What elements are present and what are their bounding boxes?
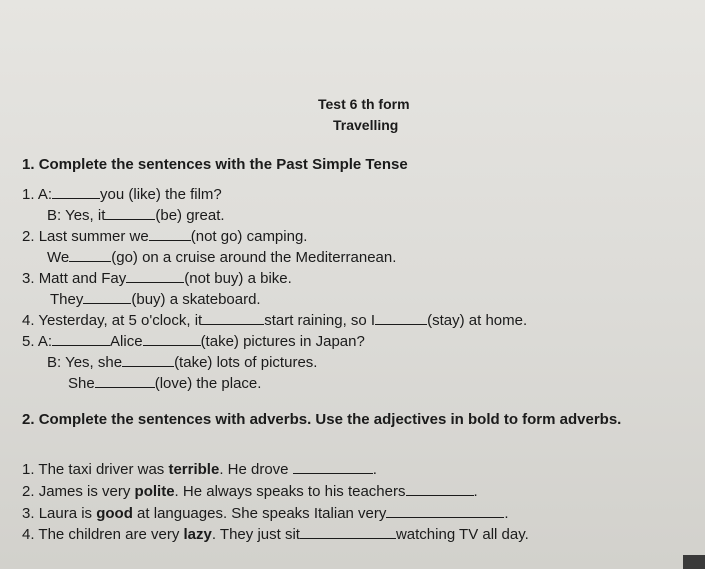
section1-heading-text: Complete the sentences with the Past Simple Tense (38, 156, 408, 173)
answer-blank[interactable] (95, 373, 155, 388)
item-number: 2. (22, 483, 35, 500)
item-text: Laura is (38, 505, 97, 522)
section2-number: 2. (22, 411, 35, 428)
item-text: (be) great. (155, 207, 225, 224)
bold-adjective: lazy (183, 526, 212, 543)
item-text: (stay) at home. (427, 312, 528, 329)
answer-blank[interactable] (52, 331, 110, 346)
item-text: We (47, 249, 70, 266)
s1-item-3b (50, 289, 261, 309)
item-text: . (504, 505, 509, 522)
s1-item-2b (47, 247, 396, 267)
answer-blank[interactable] (105, 205, 155, 220)
item-text: They (50, 291, 84, 308)
item-text: . He always speaks to his teachers (174, 483, 406, 500)
item-text: (take) lots of pictures. (174, 354, 318, 371)
item-text: watching TV all day. (395, 526, 529, 543)
s1-item-4 (22, 310, 527, 330)
item-text: She (68, 375, 95, 392)
s1-item-1a (22, 184, 222, 204)
answer-blank[interactable] (202, 310, 264, 325)
item-number: 1. (22, 461, 35, 478)
item-text: (buy) a skateboard. (131, 291, 261, 308)
item-text: you (like) the film? (100, 186, 222, 203)
s1-item-1b (47, 205, 225, 225)
item-number: 5. (22, 333, 35, 350)
answer-blank[interactable] (143, 331, 201, 346)
item-text: The children are very (38, 526, 184, 543)
item-text: at languages. She speaks Italian very (132, 505, 387, 522)
item-text: James is very (38, 483, 135, 500)
answer-blank[interactable] (375, 310, 427, 325)
test-title: Test 6 th form (318, 96, 410, 112)
item-text: (go) on a cruise around the Mediterranean. (111, 249, 397, 266)
test-subtitle: Travelling (333, 117, 399, 133)
answer-blank[interactable] (122, 352, 174, 367)
s1-item-2a (22, 226, 307, 246)
bold-adjective: polite (134, 483, 175, 500)
answer-blank[interactable] (149, 226, 191, 241)
item-number: 2. (22, 228, 35, 245)
item-number: 1. (22, 186, 35, 203)
bold-adjective: terrible (168, 461, 220, 478)
item-text: Alice (110, 333, 143, 350)
bold-adjective: good (96, 505, 133, 522)
s1-item-5a (22, 331, 365, 351)
s1-item-5b (47, 352, 317, 372)
s2-item-3 (22, 503, 509, 523)
item-text: . He drove (219, 461, 289, 478)
answer-blank[interactable] (406, 481, 474, 496)
item-text: . (473, 483, 478, 500)
item-number: 3. (22, 505, 35, 522)
item-text: A: (37, 333, 53, 350)
s1-item-3a (22, 268, 292, 288)
item-text: A: (37, 186, 53, 203)
answer-blank[interactable] (83, 289, 131, 304)
s2-item-1 (22, 459, 377, 479)
item-text: start raining, so I (264, 312, 376, 329)
answer-blank[interactable] (52, 184, 100, 199)
section1-heading (22, 156, 408, 174)
answer-blank[interactable] (293, 459, 373, 474)
item-text: Yesterday, at 5 o'clock, it (38, 312, 203, 329)
section2-heading (22, 411, 621, 429)
item-number: 4. (22, 312, 35, 329)
answer-blank[interactable] (386, 503, 504, 518)
section1-number: 1. (22, 156, 35, 173)
item-number: 4. (22, 526, 35, 543)
item-text: B: Yes, she (47, 354, 123, 371)
answer-blank[interactable] (126, 268, 184, 283)
answer-blank[interactable] (300, 524, 396, 539)
dark-corner-edge (683, 555, 705, 569)
item-text: (not go) camping. (190, 228, 308, 245)
item-text: . (372, 461, 377, 478)
item-text: (not buy) a bike. (184, 270, 292, 287)
section2-heading-text: Complete the sentences with adverbs. Use the adjectives in bold to form adverbs. (38, 411, 622, 428)
item-text: . They just sit (211, 526, 300, 543)
item-text: Matt and Fay (38, 270, 127, 287)
s2-item-2 (22, 481, 478, 501)
answer-blank[interactable] (69, 247, 111, 262)
item-text: The taxi driver was (38, 461, 169, 478)
s1-item-5c (68, 373, 261, 393)
item-text: (love) the place. (154, 375, 262, 392)
item-text: Last summer we (38, 228, 149, 245)
item-number: 3. (22, 270, 35, 287)
s2-item-4 (22, 524, 529, 544)
item-text: (take) pictures in Japan? (200, 333, 365, 350)
item-text: B: Yes, it (47, 207, 106, 224)
